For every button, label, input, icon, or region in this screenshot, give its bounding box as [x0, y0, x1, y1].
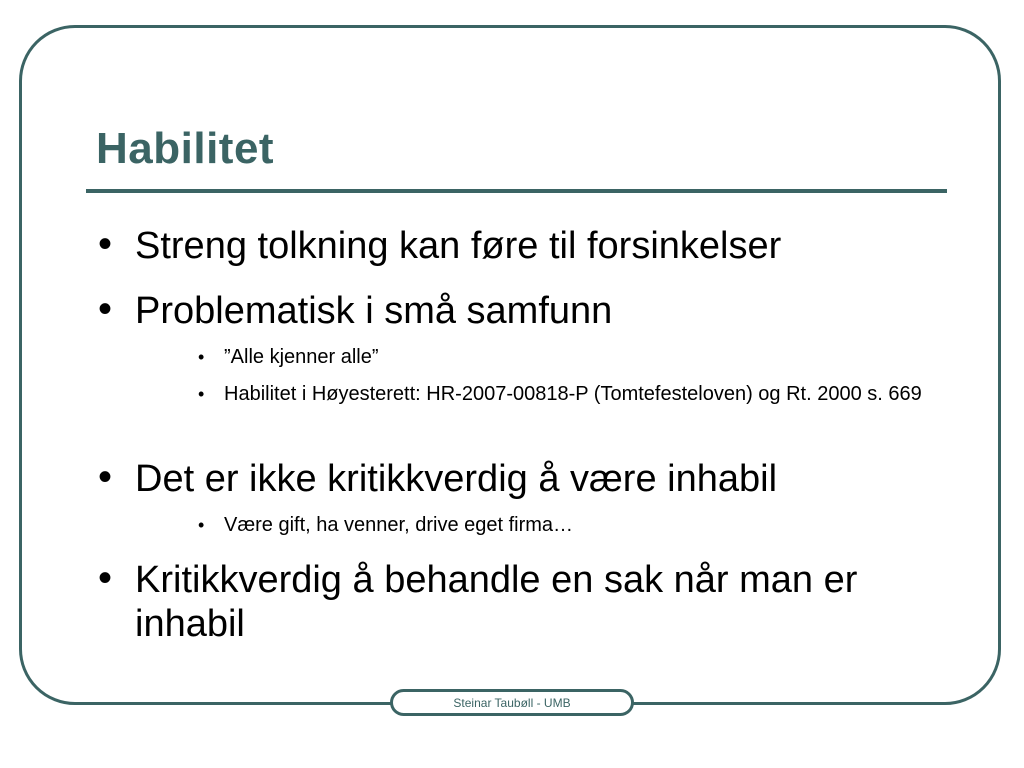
- bullet-icon: •: [98, 556, 113, 600]
- bullet-icon: •: [98, 222, 113, 266]
- bullet-text: Det er ikke kritikkverdig å være inhabil: [135, 458, 778, 500]
- bullet-item: [98, 455, 935, 501]
- sub-bullet-item: [198, 343, 944, 372]
- bullet-item: [98, 222, 935, 268]
- sub-bullet-item: [198, 511, 944, 540]
- sub-bullet-text: Være gift, ha venner, drive eget firma…: [224, 514, 574, 536]
- bullet-text: Streng tolkning kan føre til forsinkelser: [135, 225, 782, 267]
- bullet-icon: •: [98, 287, 113, 331]
- sub-bullet-text: ”Alle kjenner alle”: [224, 346, 379, 368]
- bullet-item: [98, 556, 935, 646]
- sub-bullet-item: [198, 380, 944, 409]
- bullet-icon: •: [98, 455, 113, 499]
- bullet-text: Problematisk i små samfunn: [135, 290, 613, 332]
- sub-bullet-icon: •: [198, 347, 205, 367]
- slide-title: Habilitet: [96, 124, 275, 173]
- bullet-text: Kritikkverdig å behandle en sak når man er inhabil: [135, 559, 858, 645]
- sub-bullet-text: Habilitet i Høyesterett: HR-2007-00818-P (Tomtefesteloven) og Rt. 2000 s. 669: [224, 383, 922, 405]
- sub-bullet-icon: •: [198, 515, 205, 535]
- title-underline: [86, 189, 947, 193]
- sub-bullet-icon: •: [198, 384, 205, 404]
- slide-footer: Steinar Taubøll - UMB: [390, 689, 634, 716]
- bullet-item: [98, 287, 935, 333]
